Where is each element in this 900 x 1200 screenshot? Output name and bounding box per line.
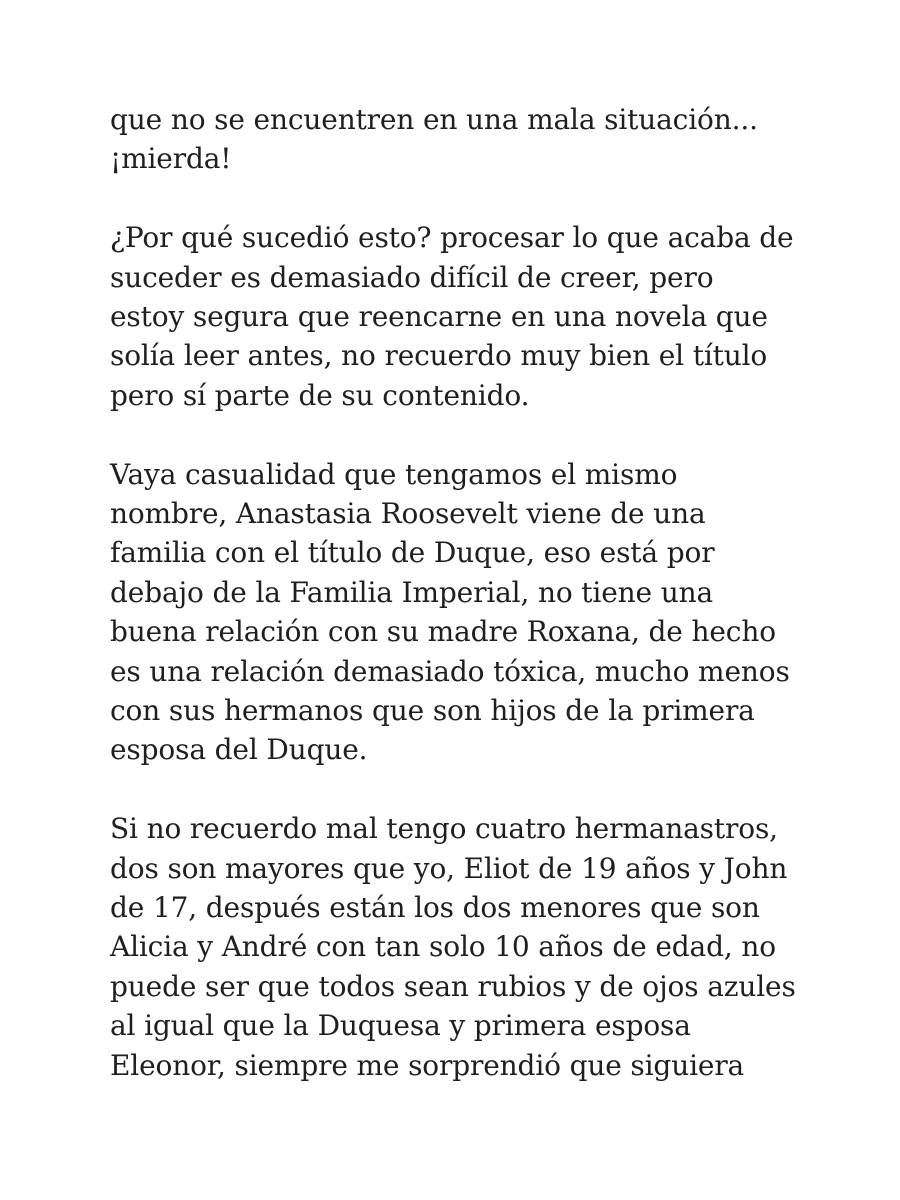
text-line: esposa del Duque. xyxy=(110,733,368,767)
paragraph-4 xyxy=(110,809,810,1085)
text-line: que no se encuentren en una mala situación... xyxy=(110,103,758,136)
text-line: Si no recuerdo mal tengo cuatro hermanastros, xyxy=(110,812,778,846)
text-line: solía leer antes, no recuerdo muy bien el título xyxy=(110,339,768,373)
text-line: Alicia y André con tan solo 10 años de edad, no xyxy=(110,930,776,964)
text-line: Vaya casualidad que tengamos el mismo xyxy=(110,457,678,491)
text-line: de 17, después están los dos menores que son xyxy=(110,891,760,925)
text-line: con sus hermanos que son hijos de la primera xyxy=(110,694,755,728)
paragraph-3 xyxy=(110,455,810,770)
document-page xyxy=(110,100,810,1125)
text-line: es una relación demasiado tóxica, mucho menos xyxy=(110,654,790,688)
text-line: ¡mierda! xyxy=(110,142,232,176)
text-line: dos son mayores que yo, Eliot de 19 años y John xyxy=(110,851,788,885)
text-line: nombre, Anastasia Roosevelt viene de una xyxy=(110,497,706,531)
text-line: suceder es demasiado difícil de creer, pero xyxy=(110,260,714,294)
text-line: al igual que la Duquesa y primera esposa xyxy=(110,1009,691,1043)
text-line: ¿Por qué sucedió esto? procesar lo que acaba de xyxy=(110,221,794,255)
text-line: Eleonor, siempre me sorprendió que siguiera xyxy=(110,1048,745,1082)
text-line: pero sí parte de su contenido. xyxy=(110,378,530,412)
text-line: puede ser que todos sean rubios y de ojos azules xyxy=(110,969,796,1003)
text-line: debajo de la Familia Imperial, no tiene una xyxy=(110,575,714,609)
text-line: estoy segura que reencarne en una novela que xyxy=(110,300,768,334)
paragraph-2 xyxy=(110,218,810,415)
paragraph-1 xyxy=(110,100,810,179)
text-line: buena relación con su madre Roxana, de hecho xyxy=(110,615,776,649)
text-line: familia con el título de Duque, eso está por xyxy=(110,536,715,570)
